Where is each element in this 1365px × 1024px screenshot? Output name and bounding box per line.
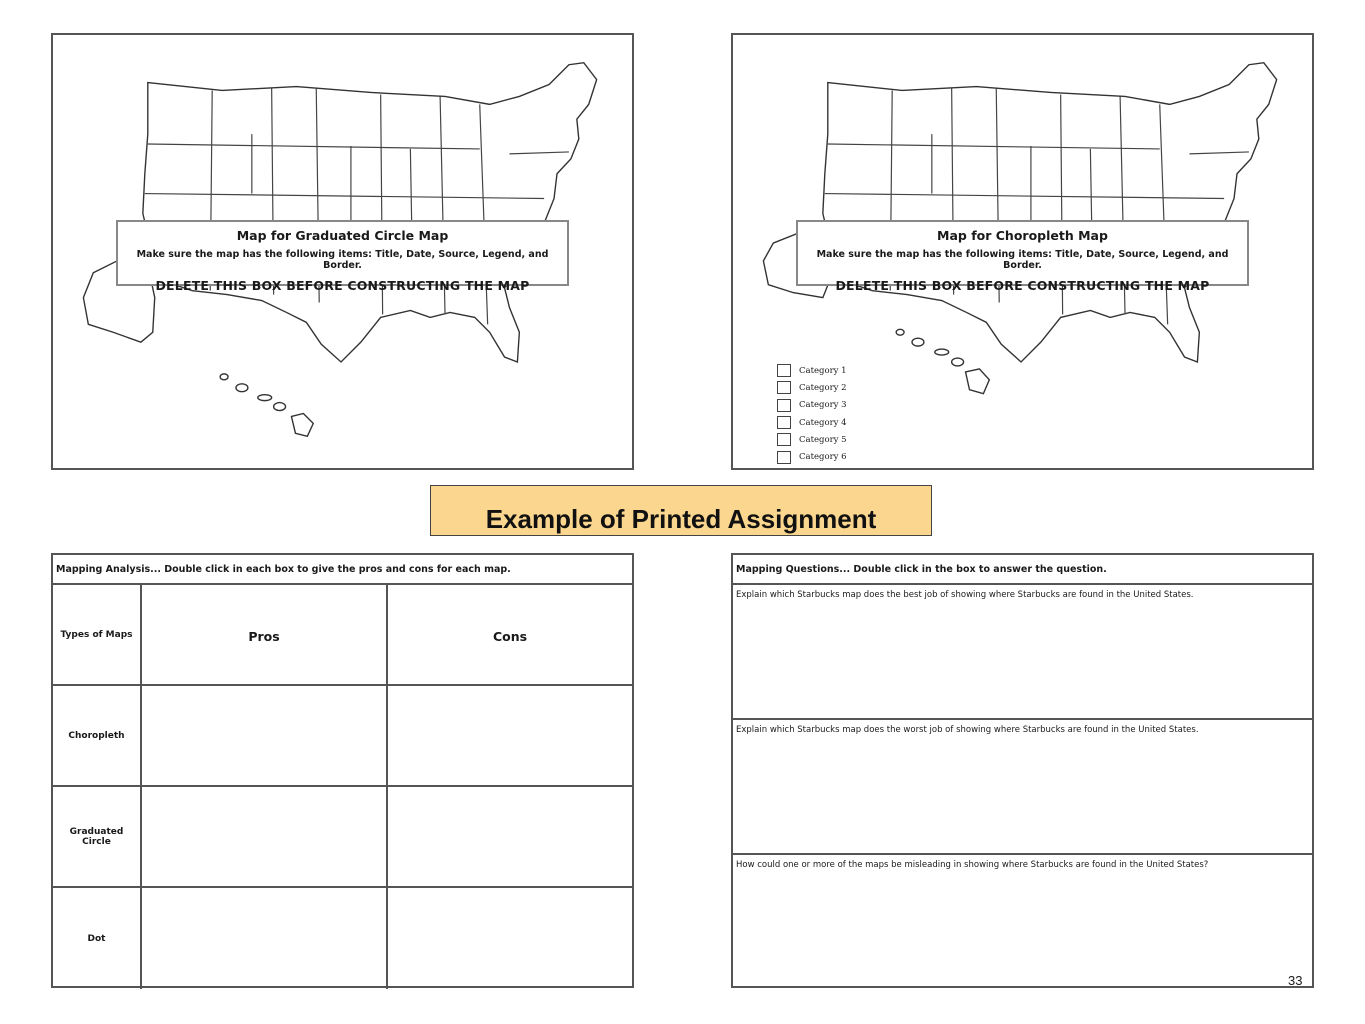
legend-label: Category 6 bbox=[799, 452, 847, 463]
column-header-cons: Cons bbox=[492, 629, 528, 644]
table-header-row bbox=[53, 585, 632, 686]
table-row bbox=[53, 686, 632, 787]
instruction-box bbox=[796, 220, 1249, 293]
legend-item bbox=[777, 362, 847, 379]
graduated-circle-map-sheet bbox=[51, 33, 634, 470]
legend-item bbox=[777, 431, 847, 448]
questions-header: Mapping Questions... Double click in the box to answer the question. bbox=[733, 555, 1312, 585]
choropleth-map-sheet bbox=[731, 33, 1314, 470]
pros-cell[interactable] bbox=[142, 888, 388, 989]
page-number: 33 bbox=[1288, 973, 1303, 988]
analysis-header: Mapping Analysis... Double click in each box to give the pros and cons for each map. bbox=[53, 555, 632, 585]
question-answer-box[interactable]: Explain which Starbucks map does the worst job of showing where Starbucks are found in the United States. bbox=[733, 720, 1312, 855]
legend-swatch bbox=[777, 381, 791, 394]
legend-swatch bbox=[777, 399, 791, 412]
cons-cell[interactable] bbox=[388, 888, 632, 989]
pros-cell[interactable] bbox=[142, 787, 388, 886]
legend-label: Category 5 bbox=[799, 434, 847, 445]
row-label: Choropleth bbox=[53, 686, 142, 785]
assignment-banner: Example of Printed Assignment bbox=[430, 485, 932, 536]
legend-item bbox=[777, 379, 847, 396]
legend-swatch bbox=[777, 451, 791, 464]
legend-swatch bbox=[777, 364, 791, 377]
pros-cell[interactable] bbox=[142, 686, 388, 785]
legend-swatch bbox=[777, 416, 791, 429]
map-instructions: Make sure the map has the following items: Title, Date, Source, Legend, and Border. bbox=[816, 249, 1229, 271]
map-instructions: Make sure the map has the following items: Title, Date, Source, Legend, and Border. bbox=[136, 249, 549, 271]
cons-cell[interactable] bbox=[388, 787, 632, 886]
column-header-types: Types of Maps bbox=[53, 585, 142, 684]
row-label: Dot bbox=[53, 888, 142, 989]
legend-label: Category 3 bbox=[799, 400, 847, 411]
column-header-pros: Pros bbox=[142, 585, 388, 684]
map-title: Map for Graduated Circle Map bbox=[236, 228, 449, 243]
legend-label: Category 4 bbox=[799, 417, 847, 428]
legend-swatch bbox=[777, 433, 791, 446]
questions-list bbox=[733, 585, 1312, 988]
map-warning: DELETE THIS BOX BEFORE CONSTRUCTING THE MAP bbox=[835, 278, 1210, 293]
table-row bbox=[53, 888, 632, 989]
table-row bbox=[53, 787, 632, 888]
question-answer-box[interactable]: How could one or more of the maps be misleading in showing where Starbucks are found in the United States? bbox=[736, 860, 1209, 870]
mapping-questions-sheet bbox=[731, 553, 1314, 988]
map-warning: DELETE THIS BOX BEFORE CONSTRUCTING THE MAP bbox=[155, 278, 530, 293]
cons-cell[interactable] bbox=[388, 686, 632, 785]
analysis-table bbox=[53, 585, 632, 988]
map-title: Map for Choropleth Map bbox=[937, 228, 1108, 243]
question-answer-box[interactable]: Explain which Starbucks map does the best job of showing where Starbucks are found in the United States. bbox=[733, 585, 1312, 720]
legend-item bbox=[777, 397, 847, 414]
instruction-box bbox=[116, 220, 569, 293]
legend-item bbox=[777, 414, 847, 431]
legend-item bbox=[777, 448, 847, 465]
category-legend bbox=[777, 362, 847, 466]
row-label: Graduated Circle bbox=[53, 787, 142, 886]
legend-label: Category 1 bbox=[799, 365, 847, 376]
legend-label: Category 2 bbox=[799, 382, 847, 393]
mapping-analysis-sheet bbox=[51, 553, 634, 988]
